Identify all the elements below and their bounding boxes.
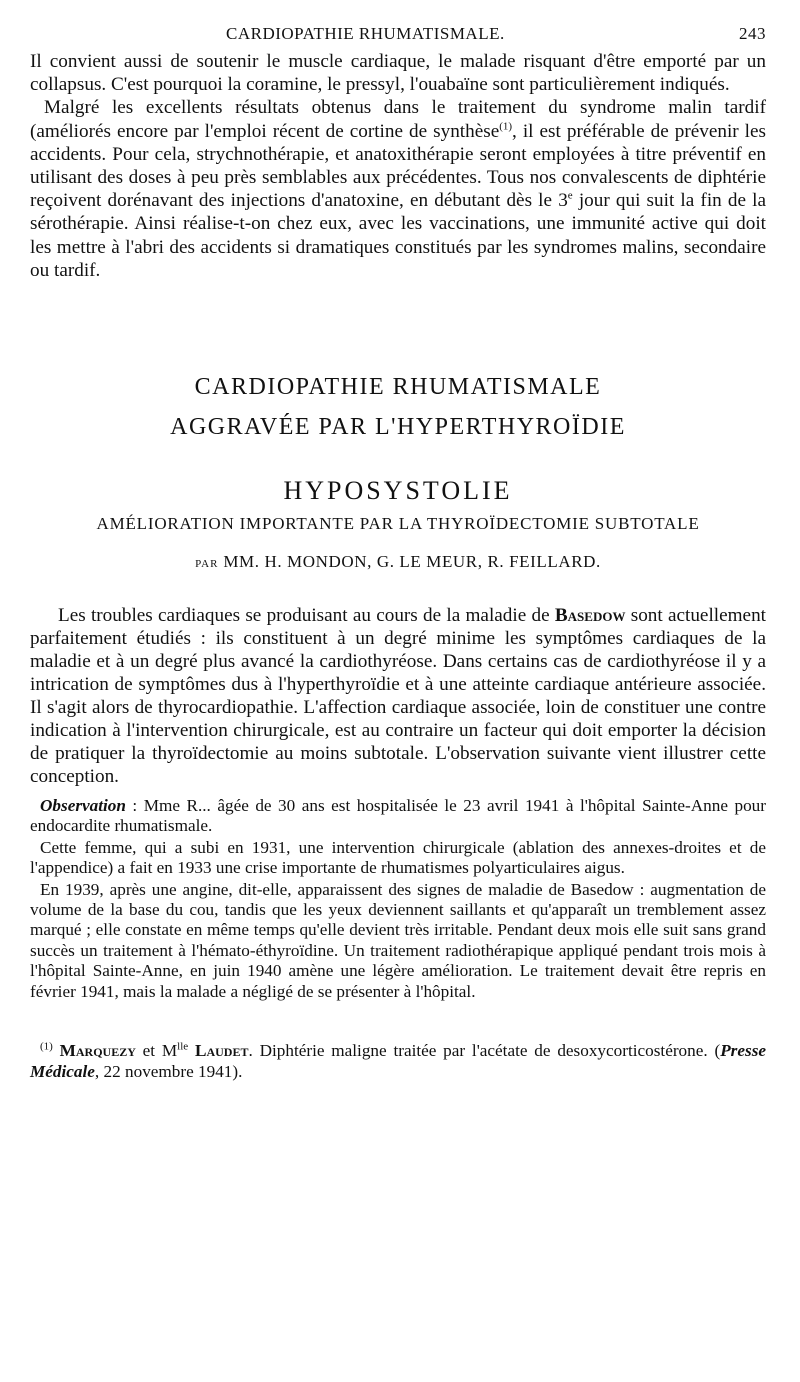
body-paragraph-1: Les troubles cardiaques se produisant au cours de la maladie de Basedow sont actuellement parfaitement étudiés : ils constituent à un degré minime les symptômes cardiaques de la maladie et à un degré plus avancé la cardiothyréose. Dans certains cas de cardiothyréose il y a intrication de symptômes dus à l'hyperthyroïdie et à une atteinte cardiaque antérieure associée. Il s'agit alors de thyrocardiopathie. L'affection cardiaque associée, loin de constituer une contre indication à l'intervention chirurgicale, est au contraire un facteur qui doit emporter la décision de pratiquer la thyroïdectomie au moins subtotale. L'observation suivante vient illustrer cette conception. bbox=[30, 605, 766, 788]
article-body bbox=[30, 604, 766, 788]
page-number: 243 bbox=[739, 24, 766, 43]
footnote-marker: (1) bbox=[40, 1040, 53, 1053]
observation-section bbox=[30, 796, 766, 1002]
running-title: CARDIOPATHIE RHUMATISMALE. bbox=[226, 24, 505, 43]
intro-paragraph-1: Il convient aussi de soutenir le muscle cardiaque, le malade risquant d'être emporté par un collapsus. C'est pourquoi la coramine, le pressyl, l'ouabaïne sont particulièrement indiqués. bbox=[30, 51, 766, 96]
article-title-line-1: CARDIOPATHIE RHUMATISMALE bbox=[194, 374, 602, 401]
observation-paragraph-3: En 1939, après une angine, dit-elle, apparaissent des signes de maladie de Basedow : augmentation de volume de la base du cou, tandis que les yeux deviennent saillants et qu'apparaît un tremblement assez marqué ; elle constate en même temps qu'elle devient très irritable. Pendant deux mois elle suit sans grand succès un traitement à l'hémato-éthyroïdine. Un traitement radiothérapique appliqué pendant trois mois à l'hôpital Sainte-Anne, en juin 1940 amène une légère amélioration. Le traitement devait être repris en février 1941, mais la malade a négligé de se présenter à l'hôpital. bbox=[30, 879, 766, 1001]
observation-paragraph-1: Observation : Mme R... âgée de 30 ans est hospitalisée le 23 avril 1941 à l'hôpital Sainte-Anne pour endocardite rhumatismale. bbox=[30, 796, 766, 836]
running-header bbox=[30, 24, 766, 44]
intro-section bbox=[30, 50, 766, 282]
document-page bbox=[30, 24, 766, 1082]
observation-paragraph-2: Cette femme, qui a subi en 1931, une intervention chirurgicale (ablation des annexes-droites et de l'appendice) a fait en 1933 une crise importante de rhumatismes polyarticulaires aigus. bbox=[30, 837, 766, 878]
article-title-line-2: AGGRAVÉE PAR L'HYPERTHYROÏDIE bbox=[170, 414, 626, 441]
footnote-text: $^{(1)}$ Marquezy et $M^{lle}$ Laudet. Diphtérie maligne traitée par l'acétate de desoxycorticostérone. (Presse Médicale, 22 novembre 1941). bbox=[30, 1040, 767, 1082]
observation-label: Observation bbox=[40, 796, 126, 816]
footnote-reference: (1) bbox=[499, 120, 513, 133]
footnote bbox=[30, 1040, 766, 1082]
footnote-journal: Presse Médicale bbox=[30, 1041, 767, 1082]
article-title-hyposystolie: HYPOSYSTOLIE bbox=[283, 476, 513, 506]
article-heading bbox=[30, 372, 766, 572]
intro-paragraph-2: Malgré les excellents résultats obtenus dans le traitement du syndrome malin tardif (améliorés encore par l'emploi récent de cortine de synthèse$^{(1)}$, il est préférable de prévenir les accidents. Pour cela, strychnothérapie, et anatoxithérapie seront employées à titre préventif en utilisant des doses à peu près semblables aux précédentes. Tous nos convalescents de diphtérie reçoivent dorénavant des injections d'anatoxine, en débutant dès le 3e jour qui suit la fin de la sérothérapie. Ainsi réalise-t-on chez eux, avec les vaccinations, une immunité active qui doit les mettre à l'abri des accidents si dramatiques constitués par les syndromes malins, secondaire ou tardif. bbox=[30, 97, 767, 281]
basedow-name: Basedow bbox=[554, 605, 626, 627]
article-authors: PAR MM. H. MONDON, G. LE MEUR, R. FEILLARD. bbox=[195, 552, 601, 572]
article-subtitle: AMÉLIORATION IMPORTANTE PAR LA THYROÏDECTOMIE SUBTOTALE bbox=[96, 514, 700, 534]
